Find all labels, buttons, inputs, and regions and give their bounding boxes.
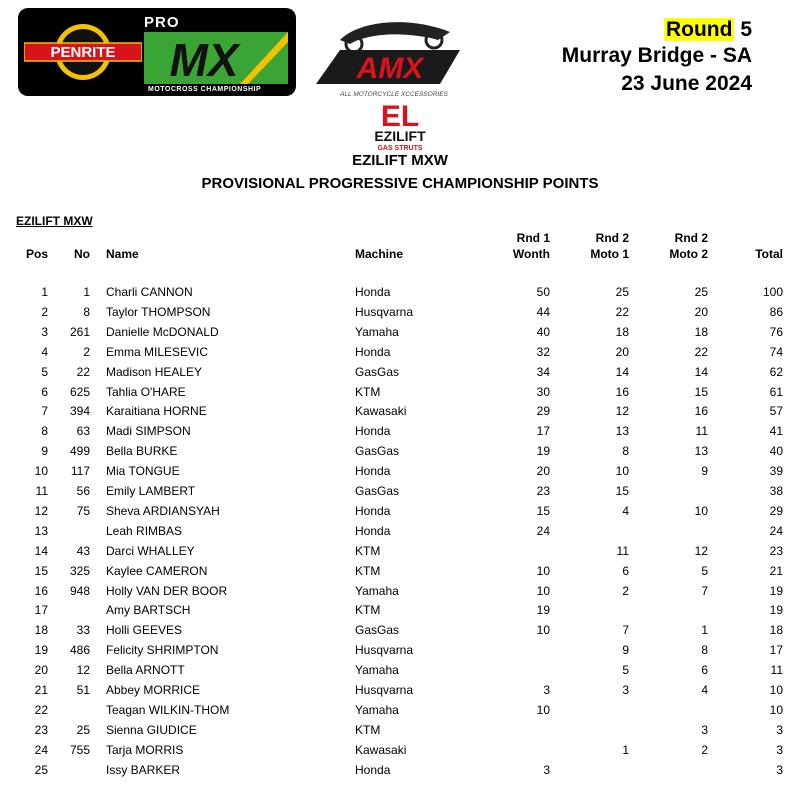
amx-logo [310, 10, 472, 100]
cell-pos: 10 [34, 464, 48, 479]
cell-name: Felicity SHRIMPTON [106, 643, 219, 658]
cell-total: 17 [769, 643, 783, 658]
cell-rnd1: 19 [536, 603, 550, 618]
col-header-total: Total [755, 247, 783, 261]
cell-name: Emily LAMBERT [106, 484, 196, 498]
cell-no: 117 [70, 464, 90, 479]
cell-total: 38 [769, 484, 783, 498]
cell-total: 3 [776, 762, 783, 777]
cell-machine: KTM [355, 603, 381, 618]
cell-rnd2-moto2: 5 [701, 563, 708, 578]
ezilift-logo [352, 100, 448, 152]
col-header-name: Name [106, 247, 139, 261]
cell-name: Darci WHALLEY [106, 543, 195, 558]
cell-name: Holli GEEVES [106, 623, 183, 638]
cell-pos: 11 [35, 484, 48, 498]
svg-text:AMX: AMX [356, 52, 424, 85]
cell-no: 56 [76, 484, 90, 498]
round-number: 5 [740, 18, 752, 41]
cell-machine: Husqvarna [355, 683, 414, 697]
cell-name: Karaitiana HORNE [106, 404, 207, 419]
cell-total: 39 [769, 464, 783, 479]
cell-rnd1: 3 [543, 762, 550, 777]
cell-rnd2-moto1: 15 [615, 484, 629, 498]
cell-rnd2-moto1: 11 [616, 543, 629, 558]
cell-rnd2-moto1: 12 [615, 404, 629, 419]
cell-total: 18 [769, 623, 783, 638]
cell-total: 23 [769, 543, 783, 558]
col-header-rnd2m2-line1: Rnd 2 [674, 231, 708, 245]
cell-machine: Yamaha [355, 663, 399, 678]
venue: Murray Bridge - SA [561, 44, 752, 67]
cell-name: Taylor THOMPSON [106, 304, 211, 319]
cell-rnd1: 40 [536, 324, 550, 339]
cell-no: 625 [69, 384, 90, 399]
cell-rnd2-moto1: 25 [615, 285, 629, 299]
cell-pos: 9 [41, 444, 48, 459]
cell-rnd2-moto2: 16 [694, 404, 708, 419]
cell-rnd2-moto1: 8 [622, 444, 629, 459]
round-label: Round [665, 18, 733, 41]
cell-rnd2-moto1: 13 [615, 424, 629, 439]
cell-rnd2-moto2: 1 [701, 623, 708, 638]
cell-rnd2-moto1: 14 [615, 364, 629, 379]
col-header-rnd2m1-line1: Rnd 2 [595, 231, 629, 245]
cell-no: 261 [69, 324, 90, 339]
cell-rnd1: 17 [536, 424, 550, 439]
col-header-rnd1-line1: Rnd 1 [516, 231, 550, 245]
cell-pos: 8 [41, 424, 48, 439]
cell-pos: 25 [34, 762, 48, 777]
cell-machine: Honda [355, 523, 391, 538]
svg-text:ALL MOTORCYCLE XCCESSORIES: ALL MOTORCYCLE XCCESSORIES [340, 91, 448, 98]
cell-total: 19 [769, 603, 783, 618]
cell-machine: Husqvarna [355, 643, 414, 658]
cell-total: 100 [762, 285, 783, 299]
cell-pos: 2 [41, 304, 48, 319]
cell-rnd1: 10 [536, 623, 550, 638]
event-date: 23 June 2024 [621, 72, 752, 95]
cell-rnd1: 10 [536, 702, 550, 717]
cell-total: 3 [776, 722, 783, 737]
cell-total: 11 [770, 663, 783, 678]
cell-pos: 6 [41, 384, 48, 399]
cell-name: Amy BARTSCH [106, 603, 191, 618]
cell-rnd1: 10 [536, 563, 550, 578]
cell-rnd2-moto2: 25 [694, 285, 708, 299]
cell-rnd2-moto1: 16 [615, 384, 629, 399]
cell-no: 948 [69, 583, 90, 598]
cell-total: 24 [769, 523, 783, 538]
cell-name: Issy BARKER [106, 762, 181, 777]
cell-rnd1: 32 [536, 344, 550, 359]
cell-no: 1 [83, 285, 90, 299]
cell-no: 51 [76, 683, 90, 697]
cell-machine: Honda [355, 344, 391, 359]
cell-machine: KTM [355, 563, 381, 578]
cell-name: Emma MILESEVIC [106, 344, 209, 359]
penrite-badge [24, 22, 142, 82]
cell-rnd1: 3 [543, 683, 550, 697]
cell-rnd1: 24 [536, 523, 550, 538]
cell-name: Abbey MORRICE [106, 683, 201, 697]
cell-pos: 14 [34, 543, 48, 558]
cell-name: Leah RIMBAS [106, 523, 183, 538]
cell-rnd2-moto1: 22 [615, 304, 629, 319]
col-header-rnd1-line2: Wonth [512, 247, 550, 261]
cell-total: 3 [776, 742, 783, 757]
cell-rnd2-moto1: 6 [622, 563, 629, 578]
cell-name: Mia TONGUE [106, 464, 180, 479]
cell-machine: KTM [355, 384, 381, 399]
cell-no: 394 [69, 404, 90, 419]
cell-rnd2-moto1: 5 [622, 663, 629, 678]
cell-pos: 21 [34, 683, 48, 697]
promx-subtitle: MOTOCROSS CHAMPIONSHIP [148, 86, 262, 93]
cell-pos: 13 [34, 523, 48, 538]
cell-rnd2-moto1: 18 [615, 324, 629, 339]
cell-no: 2 [83, 344, 90, 359]
col-header-machine: Machine [355, 247, 404, 261]
cell-no: 75 [76, 503, 90, 518]
cell-pos: 7 [41, 404, 48, 419]
cell-rnd2-moto1: 3 [622, 683, 629, 697]
cell-no: 43 [76, 543, 90, 558]
cell-machine: GasGas [355, 444, 400, 459]
cell-rnd2-moto2: 3 [701, 722, 708, 737]
cell-total: 10 [769, 702, 783, 717]
cell-no: 325 [69, 563, 90, 578]
cell-rnd2-moto2: 18 [694, 324, 708, 339]
cell-machine: KTM [355, 543, 381, 558]
cell-total: 41 [769, 424, 783, 439]
class-title: EZILIFT MXW [352, 152, 448, 169]
mx-mark [144, 32, 288, 84]
cell-machine: Honda [355, 285, 391, 299]
cell-no: 63 [76, 424, 90, 439]
cell-total: 10 [769, 683, 783, 697]
svg-text:MX: MX [169, 34, 239, 84]
cell-rnd2-moto2: 7 [701, 583, 708, 598]
cell-rnd2-moto2: 10 [694, 503, 708, 518]
cell-total: 40 [769, 444, 783, 459]
cell-rnd2-moto2: 22 [694, 344, 708, 359]
svg-text:EL: EL [380, 100, 420, 133]
cell-no: 8 [83, 304, 90, 319]
cell-pos: 16 [34, 583, 48, 598]
cell-total: 21 [769, 563, 783, 578]
cell-no: 33 [76, 623, 90, 638]
cell-name: Charli CANNON [106, 285, 193, 299]
cell-machine: KTM [355, 722, 381, 737]
cell-name: Madi SIMPSON [106, 424, 191, 439]
cell-machine: Honda [355, 464, 391, 479]
cell-pos: 20 [34, 663, 48, 678]
cell-machine: Yamaha [355, 702, 399, 717]
cell-total: 29 [769, 503, 783, 518]
cell-pos: 17 [34, 603, 48, 618]
cell-rnd1: 23 [536, 484, 550, 498]
cell-machine: Husqvarna [355, 304, 414, 319]
cell-rnd2-moto2: 20 [694, 304, 708, 319]
cell-name: Tahlia O'HARE [106, 384, 186, 399]
cell-rnd2-moto2: 8 [701, 643, 708, 658]
cell-machine: Kawasaki [355, 404, 407, 419]
cell-rnd2-moto1: 4 [622, 503, 629, 518]
svg-text:EZILIFT: EZILIFT [374, 128, 426, 144]
cell-machine: GasGas [355, 623, 400, 638]
col-header-rnd2m1-line2: Moto 1 [590, 247, 629, 261]
cell-rnd2-moto1: 20 [615, 344, 629, 359]
cell-rnd1: 19 [536, 444, 550, 459]
svg-text:GAS STRUTS: GAS STRUTS [377, 145, 423, 152]
cell-pos: 19 [34, 643, 48, 658]
cell-rnd1: 34 [536, 364, 550, 379]
cell-no: 486 [69, 643, 90, 658]
cell-rnd2-moto2: 4 [701, 683, 708, 697]
cell-pos: 18 [34, 623, 48, 638]
cell-rnd1: 15 [536, 503, 550, 518]
cell-rnd1: 10 [536, 583, 550, 598]
cell-pos: 15 [34, 563, 48, 578]
cell-rnd2-moto2: 6 [701, 663, 708, 678]
cell-total: 74 [769, 344, 783, 359]
cell-machine: Honda [355, 503, 391, 518]
cell-pos: 22 [34, 702, 48, 717]
pro-label: PRO [144, 14, 180, 31]
cell-no: 22 [76, 364, 90, 379]
cell-total: 19 [769, 583, 783, 598]
cell-name: Sheva ARDIANSYAH [106, 503, 220, 518]
cell-pos: 3 [41, 324, 48, 339]
cell-rnd2-moto2: 12 [694, 543, 708, 558]
promx-logo [18, 8, 296, 96]
cell-pos: 4 [41, 344, 48, 359]
cell-name: Madison HEALEY [106, 364, 203, 379]
cell-total: 76 [769, 324, 783, 339]
cell-rnd1: 29 [536, 404, 550, 419]
cell-name: Danielle McDONALD [106, 324, 219, 339]
cell-rnd2-moto2: 14 [694, 364, 708, 379]
cell-no: 25 [76, 722, 90, 737]
cell-machine: Honda [355, 424, 391, 439]
cell-name: Teagan WILKIN-THOM [106, 702, 230, 717]
cell-total: 86 [769, 304, 783, 319]
cell-name: Holly VAN DER BOOR [106, 583, 228, 598]
cell-no: 12 [76, 663, 90, 678]
cell-rnd1: 30 [536, 384, 550, 399]
cell-name: Tarja MORRIS [106, 742, 184, 757]
round-heading [664, 18, 752, 42]
cell-name: Sienna GIUDICE [106, 722, 197, 737]
cell-name: Bella ARNOTT [106, 663, 185, 678]
cell-rnd2-moto1: 10 [615, 464, 629, 479]
cell-pos: 5 [41, 364, 48, 379]
cell-name: Kaylee CAMERON [106, 563, 208, 578]
cell-pos: 1 [41, 285, 48, 299]
cell-pos: 23 [34, 722, 48, 737]
svg-text:PENRITE: PENRITE [50, 44, 116, 61]
cell-rnd2-moto2: 13 [694, 444, 708, 459]
cell-rnd2-moto1: 9 [622, 643, 629, 658]
cell-name: Bella BURKE [106, 444, 178, 459]
cell-rnd1: 20 [536, 464, 550, 479]
section-label: EZILIFT MXW [16, 214, 93, 228]
cell-rnd2-moto1: 1 [622, 742, 629, 757]
cell-machine: Kawasaki [355, 742, 407, 757]
document-title: PROVISIONAL PROGRESSIVE CHAMPIONSHIP POINTS [201, 175, 599, 192]
cell-rnd1: 50 [536, 285, 550, 299]
cell-pos: 24 [34, 742, 48, 757]
cell-rnd2-moto2: 15 [694, 384, 708, 399]
cell-rnd1: 44 [536, 304, 550, 319]
cell-machine: GasGas [355, 484, 400, 498]
cell-no: 755 [69, 742, 90, 757]
cell-rnd2-moto1: 7 [622, 623, 629, 638]
cell-machine: GasGas [355, 364, 400, 379]
cell-pos: 12 [34, 503, 48, 518]
cell-total: 62 [769, 364, 783, 379]
cell-machine: Honda [355, 762, 391, 777]
cell-rnd2-moto2: 2 [701, 742, 708, 757]
cell-machine: Yamaha [355, 583, 399, 598]
cell-total: 61 [769, 384, 783, 399]
cell-rnd2-moto2: 9 [701, 464, 708, 479]
cell-no: 499 [69, 444, 90, 459]
col-header-rnd2m2-line2: Moto 2 [669, 247, 708, 261]
col-header-no: No [74, 247, 90, 261]
cell-rnd2-moto1: 2 [622, 583, 629, 598]
cell-rnd2-moto2: 11 [695, 424, 708, 439]
cell-total: 57 [769, 404, 783, 419]
col-header-pos: Pos [25, 247, 48, 261]
cell-machine: Yamaha [355, 324, 399, 339]
